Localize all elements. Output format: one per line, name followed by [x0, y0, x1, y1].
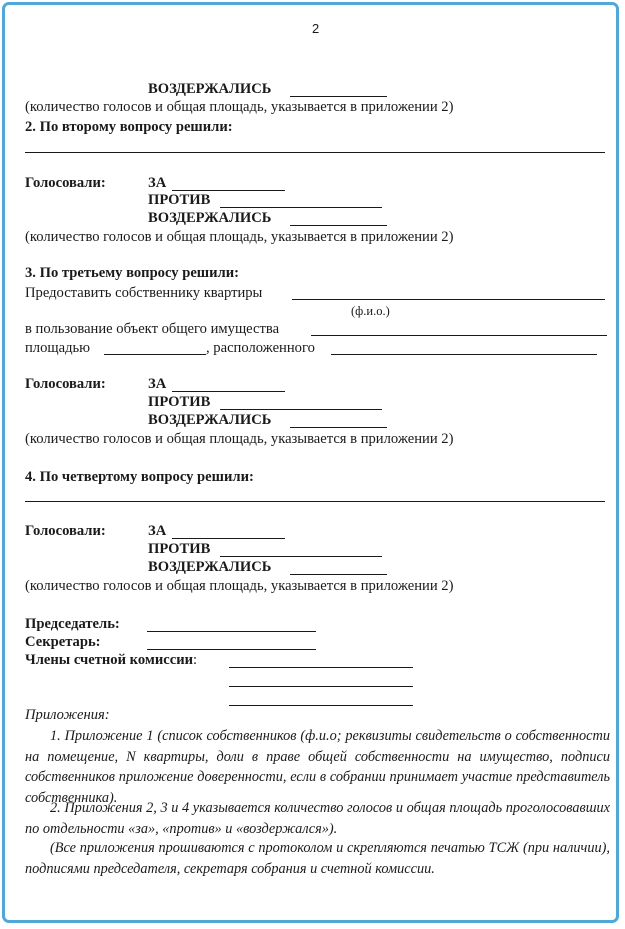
appendix-item-3: (Все приложения прошиваются с протоколом и скрепляются печатью ТСЖ (при наличии), подписями председателя, секретаря собрания и счетной комиссии.: [25, 840, 610, 877]
commission-label: Члены счетной комиссии:: [25, 652, 198, 668]
q4-against-label: ПРОТИВ: [148, 541, 211, 557]
chairman-signature-line[interactable]: [147, 631, 316, 632]
q2-voted-label: Голосовали:: [25, 175, 106, 191]
q4-heading: 4. По четвертому вопросу решили:: [25, 469, 254, 485]
commission-signature-line-2[interactable]: [229, 686, 413, 687]
q3-abstained-blank[interactable]: [290, 427, 387, 428]
appendix-item-1: 1. Приложение 1 (список собственников (ф.и.о; реквизиты свидетельств о собственности на помещение, N квартиры, доли в праве общей собственности на имущество, подписи собственников приложение доверенности, если в собрании принимает участие представитель собственника).: [25, 728, 610, 806]
q3-line1: Предоставить собственнику квартиры: [25, 285, 263, 301]
q3-heading: 3. По третьему вопросу решили:: [25, 265, 239, 281]
q3-line2: в пользование объект общего имущества: [25, 321, 280, 337]
q4-voted-label: Голосовали:: [25, 523, 106, 539]
q3-for-label: ЗА: [148, 376, 167, 392]
commission-signature-line-3[interactable]: [229, 705, 413, 706]
q3-for-blank[interactable]: [172, 391, 285, 392]
secretary-signature-line[interactable]: [147, 649, 316, 650]
q4-note: (количество голосов и общая площадь, указывается в приложении 2): [25, 578, 454, 594]
q3-object-blank[interactable]: [311, 335, 607, 336]
appendix-item-2: 2. Приложения 2, 3 и 4 указывается количество голосов и общая площадь проголосовавших по отдельности «за», «против» и «воздержался»).: [25, 800, 610, 837]
q3-against-blank[interactable]: [220, 409, 382, 410]
q2-for-label: ЗА: [148, 175, 167, 191]
q4-abstained-blank[interactable]: [290, 574, 387, 575]
q4-abstained-label: ВОЗДЕРЖАЛИСЬ: [148, 559, 272, 575]
q2-decision-blank[interactable]: [25, 152, 605, 153]
q3-against-label: ПРОТИВ: [148, 394, 211, 410]
q3-located-label: , расположенного: [206, 340, 315, 356]
q2-against-label: ПРОТИВ: [148, 192, 211, 208]
q3-note: (количество голосов и общая площадь, указывается в приложении 2): [25, 431, 454, 447]
appendix-title: Приложения:: [25, 707, 110, 723]
q3-abstained-label: ВОЗДЕРЖАЛИСЬ: [148, 412, 272, 428]
q4-against-blank[interactable]: [220, 556, 382, 557]
q3-area-blank[interactable]: [104, 354, 206, 355]
q3-owner-blank[interactable]: [292, 299, 605, 300]
chairman-label: Председатель:: [25, 616, 120, 632]
q3-fio-caption: (ф.и.о.): [351, 304, 390, 318]
top-note: (количество голосов и общая площадь, указывается в приложении 2): [25, 99, 454, 115]
secretary-label: Секретарь:: [25, 634, 101, 650]
q4-for-label: ЗА: [148, 523, 167, 539]
q4-for-blank[interactable]: [172, 538, 285, 539]
q2-heading: 2. По второму вопросу решили:: [25, 119, 233, 135]
q2-note: (количество голосов и общая площадь, указывается в приложении 2): [25, 229, 454, 245]
commission-signature-line-1[interactable]: [229, 667, 413, 668]
q2-against-blank[interactable]: [220, 207, 382, 208]
q3-area-label: площадью: [25, 340, 91, 356]
page-number: 2: [312, 21, 320, 36]
q2-abstained-label: ВОЗДЕРЖАЛИСЬ: [148, 210, 272, 226]
q4-decision-blank[interactable]: [25, 501, 605, 502]
q3-voted-label: Голосовали:: [25, 376, 106, 392]
top-abstained-blank[interactable]: [290, 96, 387, 97]
q2-abstained-blank[interactable]: [290, 225, 387, 226]
top-abstained-label: ВОЗДЕРЖАЛИСЬ: [148, 81, 272, 97]
q3-location-blank[interactable]: [331, 354, 597, 355]
